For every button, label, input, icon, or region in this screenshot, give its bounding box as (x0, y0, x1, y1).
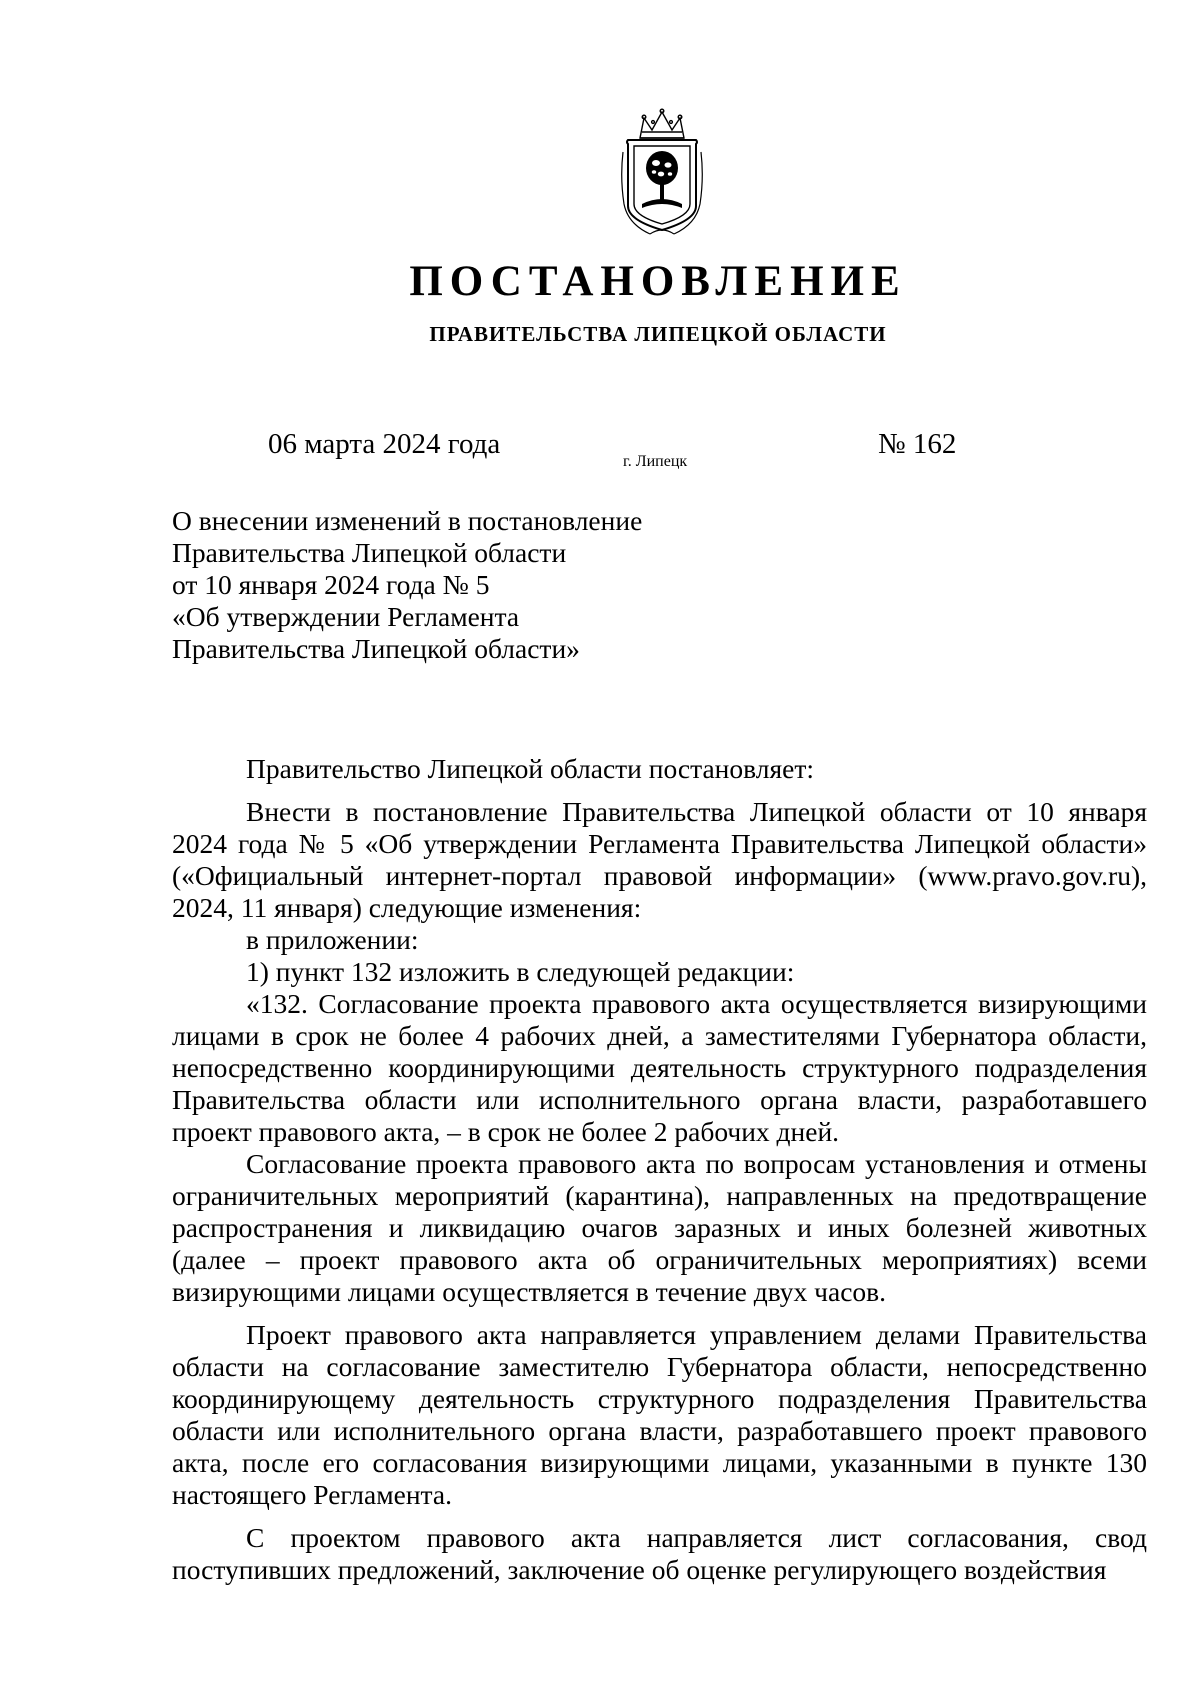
body-paragraph: С проектом правового акта направляется лист согласования, свод поступивших предложений, заключение об оценке регулирующего воздействия (172, 1522, 1147, 1585)
subject-line: от 10 января 2024 года № 5 (172, 569, 490, 600)
coat-of-arms-emblem (620, 108, 704, 238)
body-paragraph-resolution: Правительство Липецкой области постановляет: (246, 753, 815, 784)
document-date: 06 марта 2024 года (268, 428, 501, 460)
document-body (172, 753, 1147, 1586)
body-paragraph: в приложении: (246, 924, 419, 955)
subject-line: «Об утверждении Регламента (172, 601, 520, 632)
subject-line: Правительства Липецкой области (172, 537, 567, 568)
body-paragraph: Проект правового акта направляется управлением делами Правительства области на согласование заместителю Губернатора области, непосредственно координирующему деятельность структурного подразделения Правительства области или исполнительного органа власти, разработавшего проект правового акта, после его согласования визирующими лицами, указанными в пункте 130 настоящего Регламента. (172, 1319, 1147, 1510)
tree-icon (642, 151, 682, 208)
issuer-heading: ПРАВИТЕЛЬСТВА ЛИПЕЦКОЙ ОБЛАСТИ (429, 322, 887, 346)
body-paragraph: «132. Согласование проекта правового акта осуществляется визирующими лицами в срок не более 4 рабочих дней, а заместителями Губернатора области, непосредственно координирующими деятельность структурного подразделения Правительства области или исполнительного органа власти, разработавшего проект правового акта, – в срок не более 2 рабочих дней. (172, 988, 1147, 1147)
crown-icon (640, 109, 684, 138)
subject-line: Правительства Липецкой области» (172, 633, 580, 664)
document-city: г. Липецк (623, 453, 688, 470)
body-paragraph: Согласование проекта правового акта по вопросам установления и отмены ограничительных мероприятий (карантина), направленных на предотвращение распространения и ликвидацию очагов заразных и иных болезней животных (далее – проект правового акта об ограничительных мероприятиях) всеми визирующими лицами осуществляется в течение двух часов. (172, 1148, 1147, 1307)
document-subject (172, 505, 732, 665)
document-number: № 162 (878, 428, 957, 460)
document-type-heading: ПОСТАНОВЛЕНИЕ (409, 258, 907, 305)
body-paragraph: Внести в постановление Правительства Липецкой области от 10 января 2024 года № 5 «Об утверждении Регламента Правительства Липецкой области» («Официальный интернет-портал правовой информации» (www.pravo.gov.ru), 2024, 11 января) следующие изменения: (172, 796, 1147, 923)
body-paragraph: 1) пункт 132 изложить в следующей редакции: (246, 956, 795, 987)
subject-line: О внесении изменений в постановление (172, 505, 643, 536)
